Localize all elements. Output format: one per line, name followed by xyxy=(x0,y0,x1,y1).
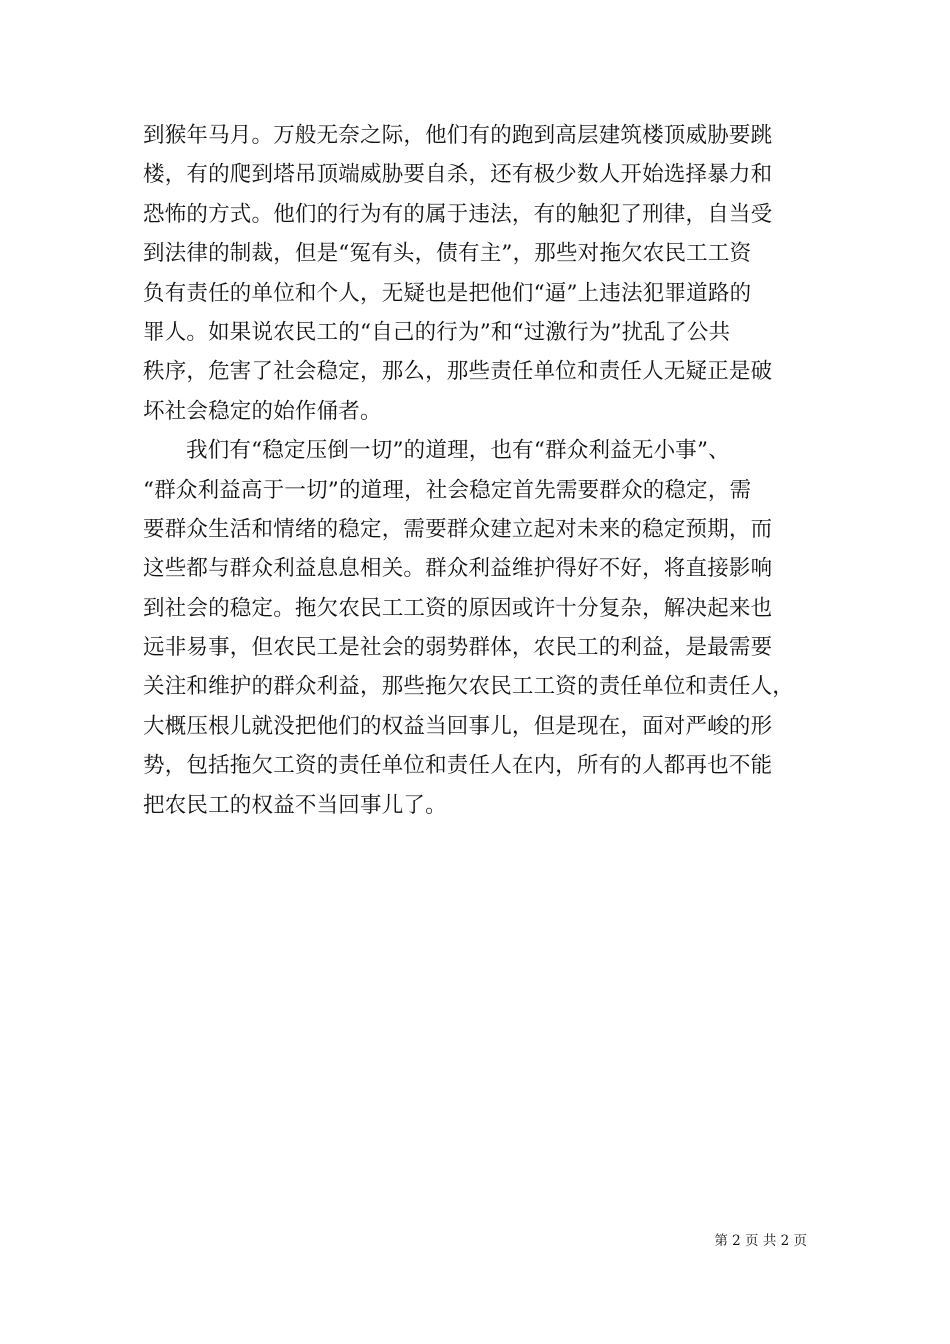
paragraph xyxy=(143,431,823,825)
document-body xyxy=(143,116,823,825)
text-line: 远非易事，但农民工是社会的弱势群体，农民工的利益，是最需要 xyxy=(143,635,773,661)
text-line: 这些都与群众利益息息相关。群众利益维护得好不好，将直接影响 xyxy=(143,556,773,582)
text-line: 关注和维护的群众利益，那些拖欠农民工工资的责任单位和责任人， xyxy=(143,674,795,700)
text-line: 我们有“稳定压倒一切”的道理，也有“群众利益无小事”、 xyxy=(186,438,730,464)
text-line: 楼，有的爬到塔吊顶端威胁要自杀，还有极少数人开始选择暴力和 xyxy=(143,162,773,188)
text-line: 到社会的稳定。拖欠农民工工资的原因或许十分复杂，解决起来也 xyxy=(143,595,773,621)
text-line: 恐怖的方式。他们的行为有的属于违法，有的触犯了刑律，自当受 xyxy=(143,201,773,227)
text-line: 坏社会稳定的始作俑者。 xyxy=(143,398,382,424)
text-line: 大概压根儿就没把他们的权益当回事儿，但是现在，面对严峻的形 xyxy=(143,713,773,739)
text-line: 罪人。如果说农民工的“自己的行为”和“过激行为”扰乱了公共 xyxy=(143,319,731,345)
text-line: 负有责任的单位和个人，无疑也是把他们“逼”上违法犯罪道路的 xyxy=(143,280,752,306)
text-line: 把农民工的权益不当回事儿了。 xyxy=(143,792,447,818)
text-line: 到猴年马月。万般无奈之际，他们有的跑到高层建筑楼顶威胁要跳 xyxy=(143,123,773,148)
page-number-footer: 第 2 页 共 2 页 xyxy=(714,1233,807,1249)
text-line: 到法律的制裁，但是“冤有头，债有主”，那些对拖欠农民工工资 xyxy=(143,241,752,267)
text-line: 要群众生活和情绪的稳定，需要群众建立起对未来的稳定预期，而 xyxy=(143,516,773,542)
text-line: “群众利益高于一切”的道理，社会稳定首先需要群众的稳定，需 xyxy=(143,477,752,503)
paragraph xyxy=(143,116,823,431)
text-line: 秩序，危害了社会稳定，那么，那些责任单位和责任人无疑正是破 xyxy=(143,359,773,385)
text-line: 势，包括拖欠工资的责任单位和责任人在内，所有的人都再也不能 xyxy=(143,753,773,779)
